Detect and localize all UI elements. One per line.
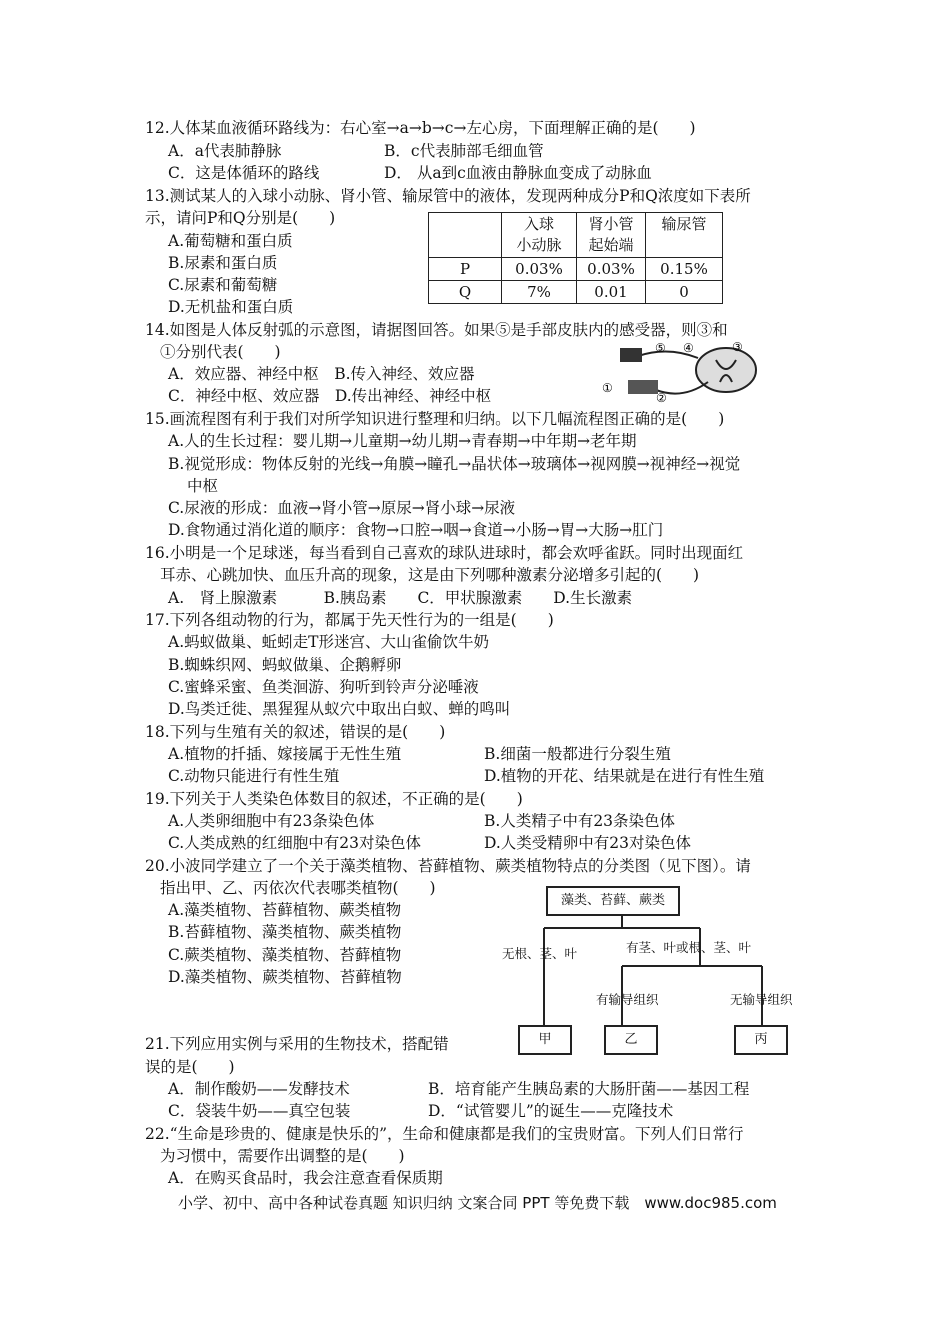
q16-stem-line2: 耳赤、心跳加快、血压升高的现象，这是由下列哪种激素分泌增多引起的( ): [160, 566, 700, 584]
q20-option-b: B.苔藓植物、藻类植物、蕨类植物: [168, 923, 402, 941]
q18-stem: 18.下列与生殖有关的叙述，错误的是( ): [145, 723, 446, 741]
q12-option-d: D． 从a到c血液由静脉血变成了动脉血: [384, 164, 652, 182]
table-cell: 0: [646, 281, 723, 304]
header-tubule-l2: 起始端: [588, 236, 634, 254]
table-cell: 0.03%: [502, 258, 577, 281]
q21-option-d: D．“试管婴儿”的诞生——克隆技术: [428, 1102, 674, 1120]
q13-option-b: B.尿素和蛋白质: [168, 254, 278, 272]
q14-options-cd: C．神经中枢、效应器 D.传出神经、神经中枢: [168, 387, 492, 405]
q21-stem-line1: 21.下列应用实例与采用的生物技术，搭配错: [145, 1035, 449, 1053]
box-yi: 乙: [604, 1025, 658, 1055]
table-header-row: [429, 213, 723, 258]
q13-option-a: A.葡萄糖和蛋白质: [168, 232, 293, 250]
table-corner-cell: [429, 213, 502, 258]
q12-option-b: B．c代表肺部毛细血管: [384, 142, 544, 160]
q22-stem-line1: 22.“生命是珍贵的、健康是快乐的”，生命和健康都是我们的宝贵财富。下列人们日常行: [145, 1125, 744, 1143]
sub-left-label: 有输导组织: [596, 992, 659, 1007]
q17-option-c: C.蜜蜂采蜜、鱼类洄游、狗听到铃声分泌唾液: [168, 678, 479, 696]
q15-option-b-line1: B.视觉形成：物体反射的光线→角膜→瞳孔→晶状体→玻璃体→视网膜→视神经→视觉: [168, 455, 741, 473]
q20-stem-line1: 20.小波同学建立了一个关于藻类植物、苔藓植物、蕨类植物特点的分类图（见下图）。请: [145, 857, 751, 875]
header-afferent-l2: 小动脉: [516, 236, 562, 254]
q15-option-d: D.食物通过消化道的顺序：食物→口腔→咽→食道→小肠→胃→大肠→肛门: [168, 521, 664, 539]
table-header-tubule: [577, 213, 646, 258]
q14-options-ab: A．效应器、神经中枢 B.传入神经、效应器: [168, 365, 475, 383]
q13-stem-line1: 13.测试某人的入球小动脉、肾小管、输尿管中的液体，发现两种成分P和Q浓度如下表所: [145, 187, 751, 205]
q13-stem-line2: 示，请问P和Q分别是( ): [145, 209, 336, 227]
q22-stem-line2: 为习惯中，需要作出调整的是( ): [160, 1147, 405, 1165]
table-cell: P: [429, 258, 502, 281]
q18-option-b: B.细菌一般都进行分裂生殖: [484, 745, 671, 763]
q18-option-c: C.动物只能进行有性生殖: [168, 767, 340, 785]
table-cell: Q: [429, 281, 502, 304]
page-footer: 小学、初中、高中各种试卷真题 知识归纳 文案合同 PPT 等免费下载 www.doc985.com: [178, 1194, 777, 1212]
q14-stem-line1: 14.如图是人体反射弧的示意图，请据图回答。如果⑤是手部皮肤内的感受器，则③和: [145, 321, 728, 339]
q12-option-c: C．这是体循环的路线: [168, 164, 320, 182]
q19-option-c: C.人类成熟的红细胞中有23对染色体: [168, 834, 421, 852]
label-5: ⑤: [655, 341, 666, 355]
branch-right-label: 有茎、叶或根、茎、叶: [626, 940, 752, 955]
table-cell: 7%: [502, 281, 577, 304]
table-cell: 0.15%: [646, 258, 723, 281]
q13-option-c: C.尿素和葡萄糖: [168, 276, 278, 294]
effector-block: [628, 380, 658, 394]
table-header-afferent: [502, 213, 577, 258]
q20-option-c: C.蕨类植物、藻类植物、苔藓植物: [168, 946, 402, 964]
q22-option-a: A．在购买食品时，我会注意查看保质期: [168, 1169, 443, 1187]
q13-option-d: D.无机盐和蛋白质: [168, 298, 294, 316]
q15-option-c: C.尿液的形成：血液→肾小管→原尿→肾小球→尿液: [168, 499, 516, 517]
q18-option-d: D.植物的开花、结果就是在进行有性生殖: [484, 767, 765, 785]
root-box: 藻类、苔藓、蕨类: [546, 886, 680, 916]
reflex-arc-diagram: [598, 338, 768, 408]
label-2: ②: [656, 391, 667, 405]
label-4: ④: [683, 341, 694, 355]
q14-stem-line2: ①分别代表( ): [160, 343, 281, 361]
q19-option-a: A.人类卵细胞中有23条染色体: [168, 812, 375, 830]
header-tubule-l1: 肾小管: [588, 215, 634, 233]
label-3: ③: [732, 340, 743, 354]
q20-option-d: D.藻类植物、蕨类植物、苔藓植物: [168, 968, 402, 986]
table-header-ureter: 输尿管: [646, 213, 723, 258]
q12-stem: 12.人体某血液循环路线为：右心室→a→b→c→左心房，下面理解正确的是( ): [145, 119, 696, 137]
q12-option-a: A．a代表肺静脉: [168, 142, 282, 160]
q15-option-b-line2: 中枢: [187, 477, 219, 495]
q19-stem: 19.下列关于人类染色体数目的叙述，不正确的是( ): [145, 790, 523, 808]
q16-options: A. 肾上腺激素 B.胰岛素 C．甲状腺激素 D.生长激素: [168, 589, 633, 607]
q21-stem-line2: 误的是( ): [145, 1058, 235, 1076]
q19-option-d: D.人类受精卵中有23对染色体: [484, 834, 692, 852]
q17-option-b: B.蜘蛛织网、蚂蚁做巢、企鹅孵卵: [168, 656, 402, 674]
concentration-table: [428, 212, 723, 304]
sub-right-label: 无输导组织: [730, 992, 793, 1007]
q18-option-a: A.植物的扦插、嫁接属于无性生殖: [168, 745, 402, 763]
q15-stem: 15.画流程图有利于我们对所学知识进行整理和归纳。以下几幅流程图正确的是( ): [145, 410, 725, 428]
label-1: ①: [602, 381, 613, 395]
q17-option-d: D.鸟类迁徙、黑猩猩从蚁穴中取出白蚁、蝉的鸣叫: [168, 700, 511, 718]
q15-option-a: A.人的生长过程：婴儿期→儿童期→幼儿期→青春期→中年期→老年期: [168, 432, 637, 450]
q17-option-a: A.蚂蚁做巢、蚯蚓走T形迷宫、大山雀偷饮牛奶: [168, 633, 489, 651]
q16-stem-line1: 16.小明是一个足球迷，每当看到自己喜欢的球队进球时，都会欢呼雀跃。同时出现面红: [145, 544, 744, 562]
branch-left-label: 无根、茎、叶: [502, 946, 578, 961]
q21-option-c: C．袋装牛奶——真空包装: [168, 1102, 351, 1120]
table-row: [429, 281, 723, 304]
q20-stem-line2: 指出甲、乙、丙依次代表哪类植物( ): [160, 879, 436, 897]
table-cell: 0.03%: [577, 258, 646, 281]
box-jia: 甲: [518, 1025, 572, 1055]
q20-option-a: A.藻类植物、苔藓植物、蕨类植物: [168, 901, 402, 919]
q17-stem: 17.下列各组动物的行为，都属于先天性行为的一组是( ): [145, 611, 554, 629]
table-row: [429, 258, 723, 281]
header-afferent-l1: 入球: [523, 215, 554, 233]
box-bing: 丙: [734, 1025, 788, 1055]
receptor-block: [620, 348, 642, 362]
q21-option-a: A．制作酸奶——发酵技术: [168, 1080, 350, 1098]
table-cell: 0.01: [577, 281, 646, 304]
q21-option-b: B．培育能产生胰岛素的大肠肝菌——基因工程: [428, 1080, 750, 1098]
q19-option-b: B.人类精子中有23条染色体: [484, 812, 676, 830]
